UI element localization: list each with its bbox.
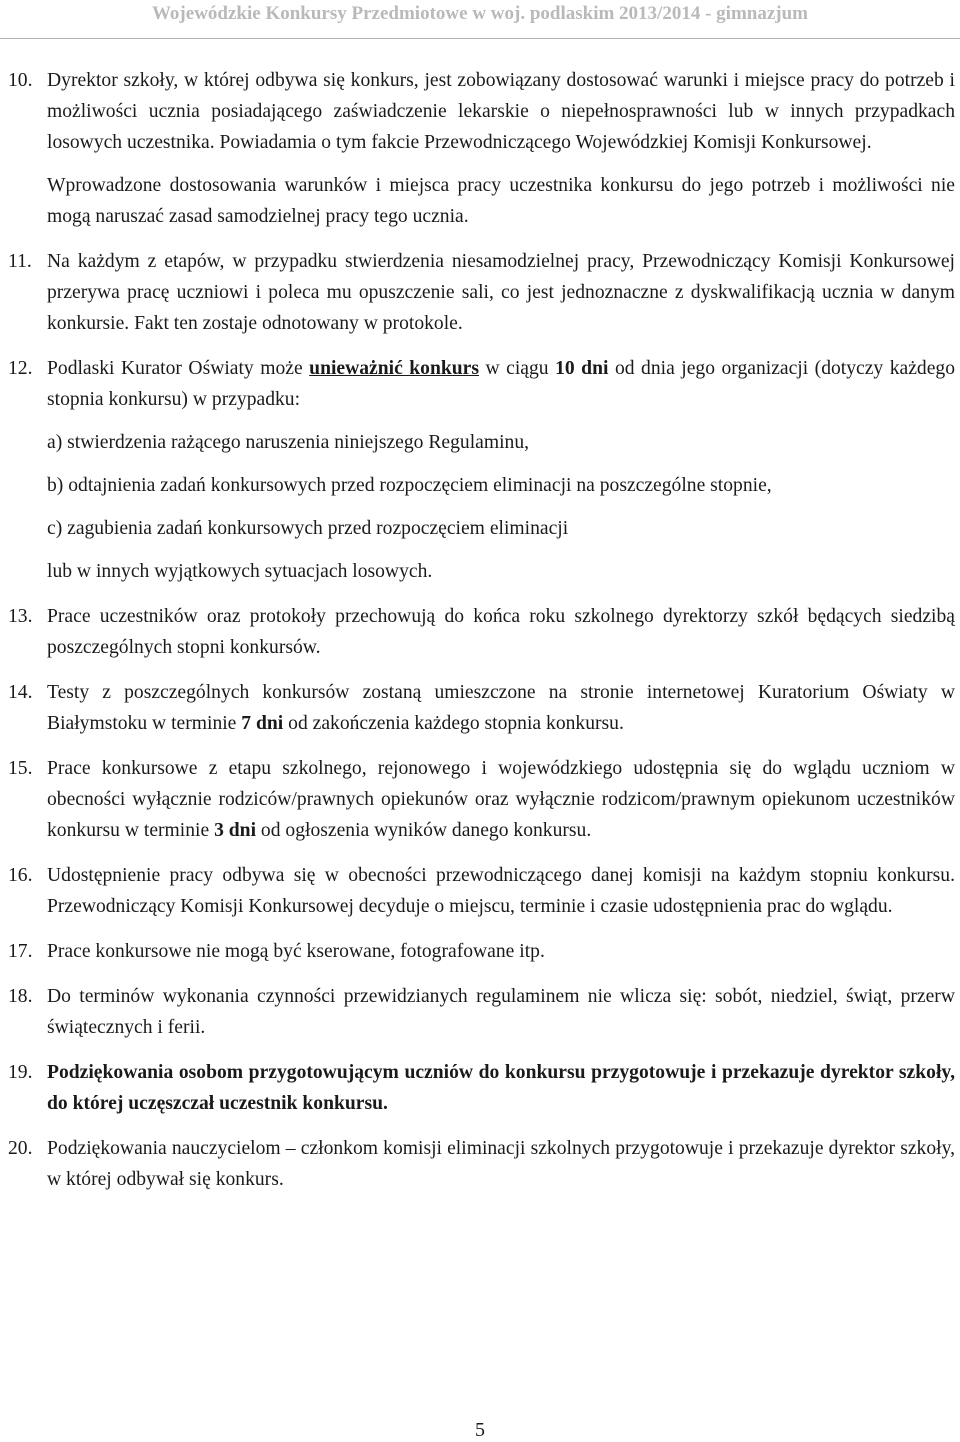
emphasis-days: 3 dni (214, 820, 257, 841)
emphasis-days: 7 dni (241, 713, 284, 734)
paragraph-20 (0, 1133, 955, 1195)
page-number: 5 (475, 1419, 485, 1441)
emphasis-days: 10 dni (555, 358, 609, 379)
item-number: 14. (8, 682, 33, 703)
item-number: 19. (8, 1062, 33, 1083)
text-segment: Prace konkursowe z etapu szkolnego, rejonowego i wojewódzkiego udostępnia się do wglądu uczniom w obecności wyłącznie rodziców/prawnych opiekunów oraz wyłącznie rodzicom/prawnym opiekunom uczestników konkursu w terminie (47, 758, 955, 841)
item-text-continued: Wprowadzone dostosowania warunków i miejsca pracy uczestnika konkursu do jego potrzeb i możliwości nie mogą naruszać zasad samodzielnej pracy tego ucznia. (47, 175, 955, 227)
page-header: Wojewódzkie Konkursy Przedmiotowe w woj. podlaskim 2013/2014 - gimnazjum (151, 3, 808, 24)
header-divider (0, 38, 960, 39)
item-number: 15. (8, 758, 33, 779)
item-text: Na każdym z etapów, w przypadku stwierdzenia niesamodzielnej pracy, Przewodniczący Komisji Konkursowej przerywa pracę uczniowi i poleca mu opuszczenie sali, co jest jednoznaczne z dyskwalifikacją ucznia w danym konkursie. Fakt ten zostaje odnotowany w protokole. (47, 251, 955, 334)
item-number: 18. (8, 986, 33, 1007)
list-item-c: c) zagubienia zadań konkursowych przed rozpoczęciem eliminacji (47, 518, 569, 539)
document-body (0, 65, 955, 1209)
text-segment: od dnia jego organizacji (dotyczy każdego stopnia konkursu) w przypadku: (47, 358, 955, 410)
item-number: 11. (8, 251, 32, 272)
list-item-a: a) stwierdzenia rażącego naruszenia niniejszego Regulaminu, (47, 432, 530, 453)
item-number: 20. (8, 1138, 33, 1159)
text-segment: w ciągu (485, 358, 549, 379)
paragraph-13 (0, 601, 955, 663)
text-segment: Podlaski Kurator Oświaty może (47, 358, 303, 379)
text-segment: od zakończenia każdego stopnia konkursu. (288, 713, 624, 734)
item-number: 16. (8, 865, 33, 886)
item-text-bold: Podziękowania osobom przygotowującym uczniów do konkursu przygotowuje i przekazuje dyrektor szkoły, do której uczęszczał uczestnik konkursu. (47, 1062, 955, 1114)
paragraph-15 (0, 753, 955, 846)
paragraph-18 (0, 981, 955, 1043)
paragraph-12 (0, 353, 955, 587)
item-text (47, 353, 955, 415)
item-number: 10. (8, 70, 33, 91)
item-text: Udostępnienie pracy odbywa się w obecności przewodniczącego danej komisji na każdym stopniu konkursu. Przewodniczący Komisji Konkursowej decyduje o miejscu, terminie i czasie udostępnienia prac do wglądu. (47, 865, 955, 917)
item-text: Prace konkursowe nie mogą być kserowane, fotografowane itp. (47, 941, 545, 962)
paragraph-16 (0, 860, 955, 922)
item-text: Dyrektor szkoły, w której odbywa się konkurs, jest zobowiązany dostosować warunki i miejsce pracy do potrzeb i możliwości ucznia posiadającego zaświadczenie lekarskie o niepełnosprawności lub w innych przypadkach losowych uczestnika. Powiadamia o tym fakcie Przewodniczącego Wojewódzkiej Komisji Konkursowej. (47, 70, 955, 153)
item-text (47, 677, 955, 739)
text-segment: Testy z poszczególnych konkursów zostaną umieszczone na stronie internetowej Kuratorium Oświaty w Białymstoku w terminie (47, 682, 955, 734)
paragraph-19 (0, 1057, 955, 1119)
paragraph-11 (0, 246, 955, 339)
list-item-b: b) odtajnienia zadań konkursowych przed rozpoczęciem eliminacji na poszczególne stopnie, (47, 475, 772, 496)
item-text: Podziękowania nauczycielom – członkom komisji eliminacji szkolnych przygotowuje i przekazuje dyrektor szkoły, w której odbywał się konkurs. (47, 1138, 955, 1190)
paragraph-17 (0, 936, 955, 967)
item-text: Do terminów wykonania czynności przewidzianych regulaminem nie wlicza się: sobót, niedziel, świąt, przerw świątecznych i ferii. (47, 986, 955, 1038)
item-text: Prace uczestników oraz protokoły przechowują do końca roku szkolnego dyrektorzy szkół będących siedzibą poszczególnych stopni konkursów. (47, 606, 955, 658)
item-number: 13. (8, 606, 33, 627)
item-number: 12. (8, 358, 33, 379)
item-text (47, 753, 955, 846)
list-item-d: lub w innych wyjątkowych sytuacjach losowych. (47, 561, 433, 582)
text-segment: od ogłoszenia wyników danego konkursu. (260, 820, 592, 841)
paragraph-10 (0, 65, 955, 232)
item-number: 17. (8, 941, 33, 962)
emphasis-annul-contest: unieważnić konkurs (309, 358, 479, 379)
paragraph-14 (0, 677, 955, 739)
